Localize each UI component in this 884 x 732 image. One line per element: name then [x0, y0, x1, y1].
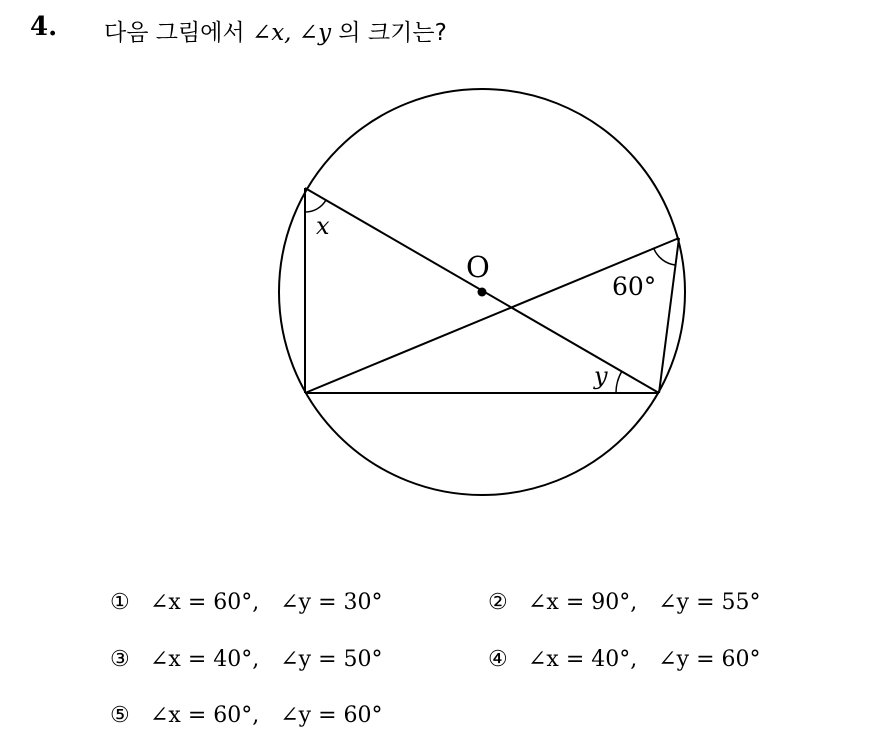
- choice-3-text: ∠x = 40°, ∠y = 50°: [150, 647, 383, 672]
- angle-x-arc: [305, 200, 326, 212]
- choice-4-text: ∠x = 40°, ∠y = 60°: [528, 647, 761, 672]
- choice-4[interactable]: [488, 647, 761, 672]
- long-chord: [305, 238, 679, 393]
- angle-y-label: y: [594, 362, 608, 390]
- angle-60-label: 60°: [612, 272, 657, 301]
- choice-1-mark: ①: [110, 590, 130, 615]
- question-suffix: 의 크기는?: [338, 20, 447, 46]
- choice-1-text: ∠x = 60°, ∠y = 30°: [150, 590, 383, 615]
- choice-2[interactable]: [488, 590, 761, 615]
- choice-3-mark: ③: [110, 647, 130, 672]
- choice-2-text: ∠x = 90°, ∠y = 55°: [528, 590, 761, 615]
- choice-4-mark: ④: [488, 647, 508, 672]
- choice-1[interactable]: [110, 590, 383, 615]
- question-prefix: 다음 그림에서: [104, 20, 245, 46]
- choice-5-text: ∠x = 60°, ∠y = 60°: [150, 703, 383, 728]
- choice-5-mark: ⑤: [110, 703, 130, 728]
- choice-3[interactable]: [110, 647, 383, 672]
- center-dot: [478, 288, 487, 297]
- angle-60-arc: [654, 249, 675, 265]
- center-label: O: [466, 250, 490, 284]
- choice-2-mark: ②: [488, 590, 508, 615]
- angle-y-arc: [616, 371, 622, 393]
- question-number: 4.: [30, 12, 58, 42]
- question-math: ∠x, ∠y: [251, 20, 332, 46]
- choice-5[interactable]: [110, 703, 383, 728]
- angle-x-label: x: [316, 212, 330, 240]
